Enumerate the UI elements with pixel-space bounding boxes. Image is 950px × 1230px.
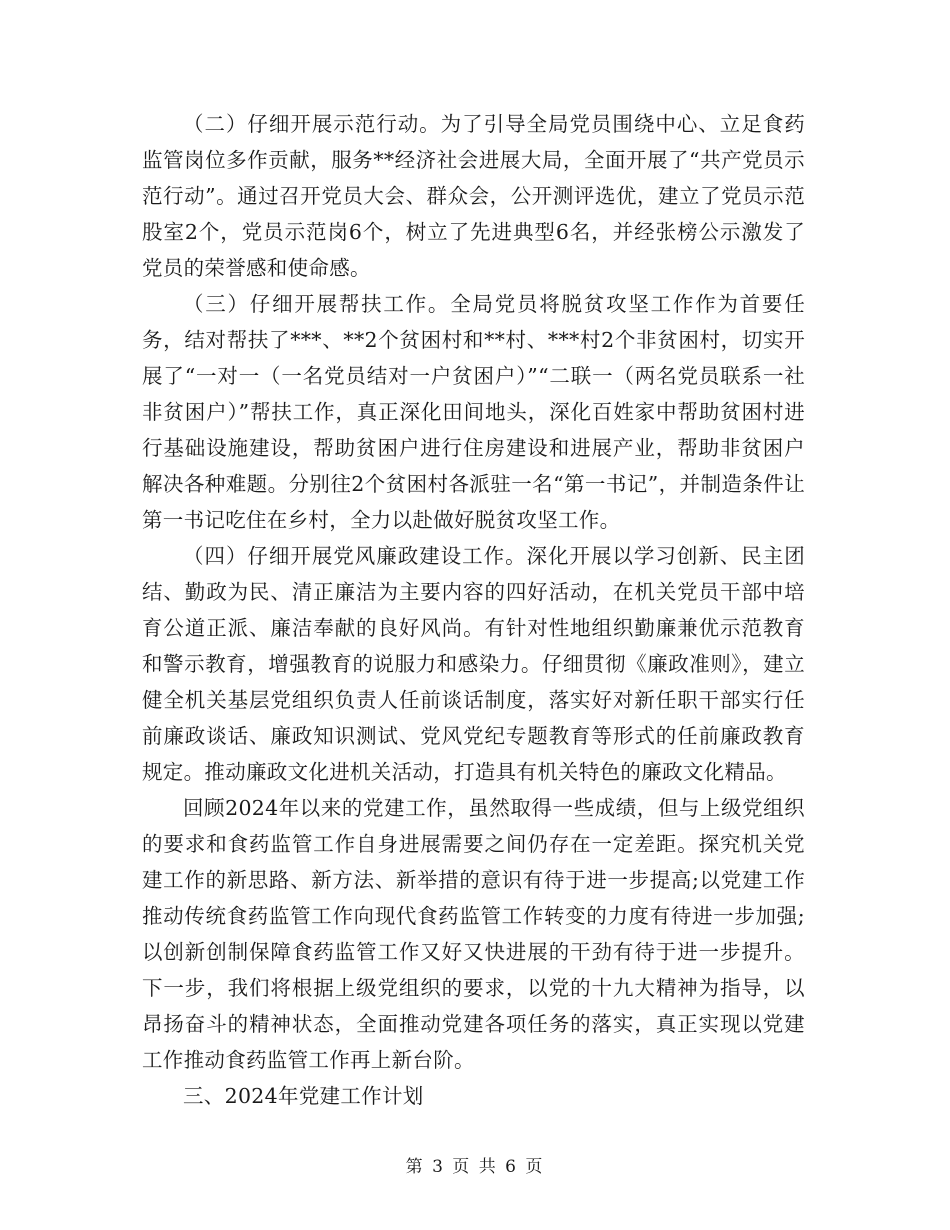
paragraph-demonstration-action: （二）仔细开展示范行动。为了引导全局党员围绕中心、立足食药监管岗位多作贡献，服务**经济社会进展大局，全面开展了“共产党员示范行动”。通过召开党员大会、群众会，公开测评选优，建立了党员示范股室2个，党员示范岗6个，树立了先进典型6名，并经张榜公示激发了党员的荣誉感和使命感。 bbox=[142, 112, 805, 280]
paragraph-poverty-assistance: （三）仔细开展帮扶工作。全局党员将脱贫攻坚工作作为首要任务，结对帮扶了***、**2个贫困村和**村、***村2个非贫困村，切实开展了“一对一（一名党员结对一户贫困户）”“二联一（两名党员联系一社非贫困户）”帮扶工作，真正深化田间地头，深化百姓家中帮助贫困村进行基础设施建设，帮助贫困户进行住房建设和进展产业，帮助非贫困户解决各种难题。分别往2个贫困村各派驻一名“第一书记”，并制造条件让第一书记吃住在乡村，全力以赴做好脱贫攻坚工作。 bbox=[142, 292, 805, 532]
section-heading-work-plan: 三、2024年党建工作计划 bbox=[183, 1084, 424, 1108]
document-body bbox=[142, 106, 805, 1114]
paragraph-clean-government: （四）仔细开展党风廉政建设工作。深化开展以学习创新、民主团结、勤政为民、清正廉洁为主要内容的四好活动，在机关党员干部中培育公道正派、廉洁奉献的良好风尚。有针对性地组织勤廉兼优示范教育和警示教育，增强教育的说服力和感染力。仔细贯彻《廉政准则》，建立健全机关基层党组织负责人任前谈话制度，落实好对新任职干部实行任前廉政谈话、廉政知识测试、党风党纪专题教育等形式的任前廉政教育规定。推动廉政文化进机关活动，打造具有机关特色的廉政文化精品。 bbox=[142, 544, 805, 784]
page-number-footer: 第 3 页 共 6 页 bbox=[405, 1157, 545, 1177]
paragraph-review: 回顾2024年以来的党建工作，虽然取得一些成绩，但与上级党组织的要求和食药监管工作自身进展需要之间仍存在一定差距。探究机关党建工作的新思路、新方法、新举措的意识有待于进一步提高;以党建工作推动传统食药监管工作向现代食药监管工作转变的力度有待进一步加强;以创新创制保障食药监管工作又好又快进展的干劲有待于进一步提升。下一步，我们将根据上级党组织的要求，以党的十九大精神为指导，以昂扬奋斗的精神状态，全面推动党建各项任务的落实，真正实现以党建工作推动食药监管工作再上新台阶。 bbox=[142, 796, 805, 1072]
